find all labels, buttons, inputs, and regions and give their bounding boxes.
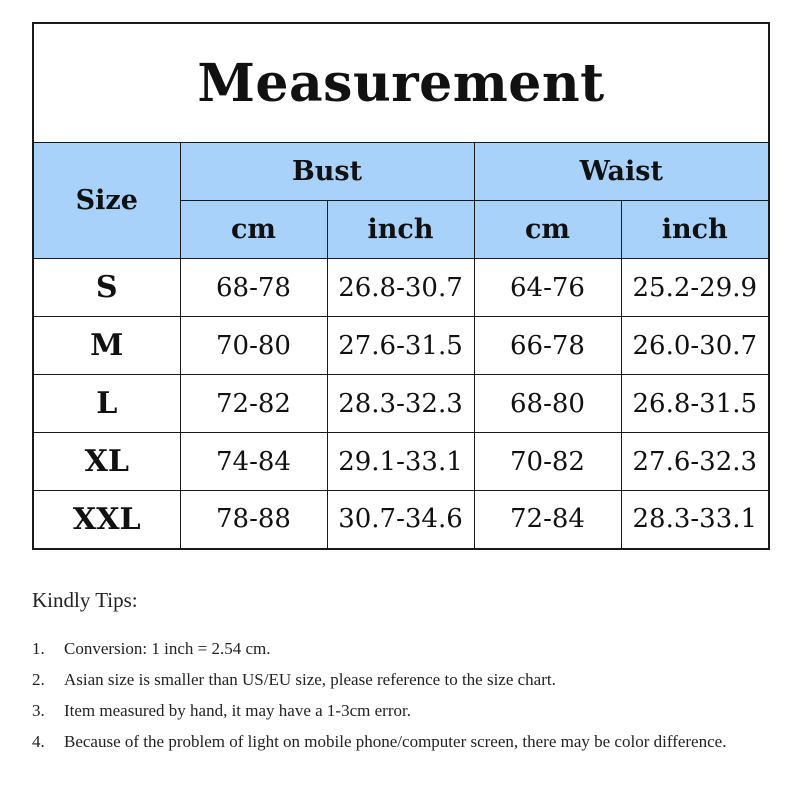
waist-cm-value: 72-84	[474, 491, 621, 549]
waist-cm-value: 70-82	[474, 433, 621, 491]
bust-cm-value: 72-82	[180, 375, 327, 433]
size-label: XXL	[33, 491, 180, 549]
tip-item	[32, 664, 772, 695]
waist-inch-value: 26.0-30.7	[621, 317, 769, 375]
size-label: L	[33, 375, 180, 433]
bust-cm-value: 78-88	[180, 491, 327, 549]
table-row	[33, 433, 769, 491]
table-row	[33, 491, 769, 549]
tip-number: 3.	[32, 701, 45, 720]
waist-inch-value: 28.3-33.1	[621, 491, 769, 549]
waist-cm-value: 66-78	[474, 317, 621, 375]
bust-cm-value: 74-84	[180, 433, 327, 491]
bust-cm-header: cm	[180, 201, 327, 259]
bust-inch-value: 27.6-31.5	[327, 317, 474, 375]
waist-cm-value: 68-80	[474, 375, 621, 433]
kindly-tips	[32, 588, 772, 757]
bust-cm-value: 70-80	[180, 317, 327, 375]
bust-inch-value: 29.1-33.1	[327, 433, 474, 491]
tip-number: 4.	[32, 732, 45, 751]
bust-inch-value: 30.7-34.6	[327, 491, 474, 549]
table-row	[33, 259, 769, 317]
waist-inch-value: 27.6-32.3	[621, 433, 769, 491]
bust-inch-header: inch	[327, 201, 474, 259]
size-label: M	[33, 317, 180, 375]
bust-cm-value: 68-78	[180, 259, 327, 317]
chart-title: Measurement	[33, 23, 769, 143]
bust-inch-value: 26.8-30.7	[327, 259, 474, 317]
waist-cm-header: cm	[474, 201, 621, 259]
table-row	[33, 375, 769, 433]
tip-item	[32, 633, 772, 664]
size-label: XL	[33, 433, 180, 491]
tip-text: Asian size is smaller than US/EU size, please reference to the size chart.	[64, 670, 556, 689]
bust-inch-value: 28.3-32.3	[327, 375, 474, 433]
tips-heading: Kindly Tips:	[32, 588, 138, 612]
waist-inch-value: 25.2-29.9	[621, 259, 769, 317]
table-row	[33, 317, 769, 375]
tip-number: 2.	[32, 670, 45, 689]
waist-cm-value: 64-76	[474, 259, 621, 317]
tip-item	[32, 726, 772, 757]
waist-inch-header: inch	[621, 201, 769, 259]
bust-header: Bust	[180, 143, 474, 201]
tip-item	[32, 695, 772, 726]
tips-list	[32, 633, 772, 757]
size-label: S	[33, 259, 180, 317]
waist-header: Waist	[474, 143, 769, 201]
size-chart-table	[32, 22, 770, 550]
size-header: Size	[33, 143, 180, 259]
tip-text: Conversion: 1 inch = 2.54 cm.	[64, 639, 271, 658]
tip-text: Item measured by hand, it may have a 1-3cm error.	[64, 701, 411, 720]
waist-inch-value: 26.8-31.5	[621, 375, 769, 433]
tip-text: Because of the problem of light on mobile phone/computer screen, there may be color difference.	[64, 732, 727, 751]
tip-number: 1.	[32, 639, 45, 658]
